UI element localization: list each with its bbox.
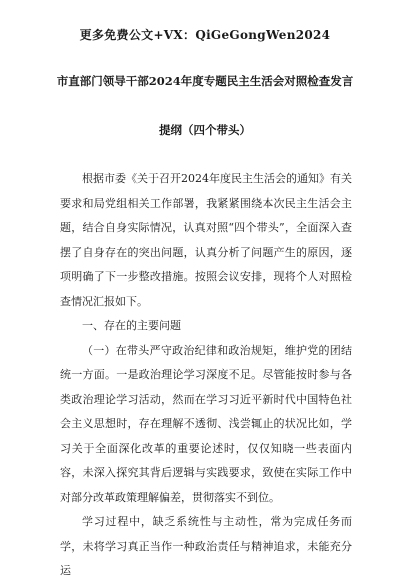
document-subtitle: 提纲（四个带头） bbox=[159, 123, 251, 137]
body-paragraph: 学习过程中，缺乏系统性与主动性，常为完成任务而学，未将学习真正当作一种政治责任与精神追求，未能充分运 bbox=[60, 515, 352, 577]
document-title: 市直部门领导干部2024年度专题民主生活会对照检查发言 bbox=[56, 74, 354, 88]
intro-paragraph: 根据市委《关于召开2024年度民主生活会的通知》有关要求和局党组相关工作部署，我紧紧围绕本次民主生活会主题，结合自身实际情况，认真对照“四个带头”，全面深入查摆了自身存在的突出问题，认真分析了问题产生的原因，逐项明确了下一步整改措施。按照会议安排，现将个人对照检查情况汇报如下。 bbox=[60, 172, 352, 308]
document-body bbox=[60, 167, 352, 584]
promo-header: 更多免费公文+VX：QiGeGongWen2024 bbox=[79, 28, 331, 42]
section-heading: 一、存在的主要问题 bbox=[82, 319, 181, 332]
body-paragraph: （一）在带头严守政治纪律和政治规矩，维护党的团结统一方面。一是政治理论学习深度不足。尽管能按时参与各类政治理论学习活动，然而在学习习近平新时代中国特色社会主义思想时，存在理解不透彻、浅尝辄止的状况比如，学习关于全面深化改革的重要论述时，仅仅知晓一些表面内容，未深入探究其背后逻辑与实践要求，致使在实际工作中对部分改革政策理解偏差，贯彻落实不到位。 bbox=[60, 343, 352, 504]
